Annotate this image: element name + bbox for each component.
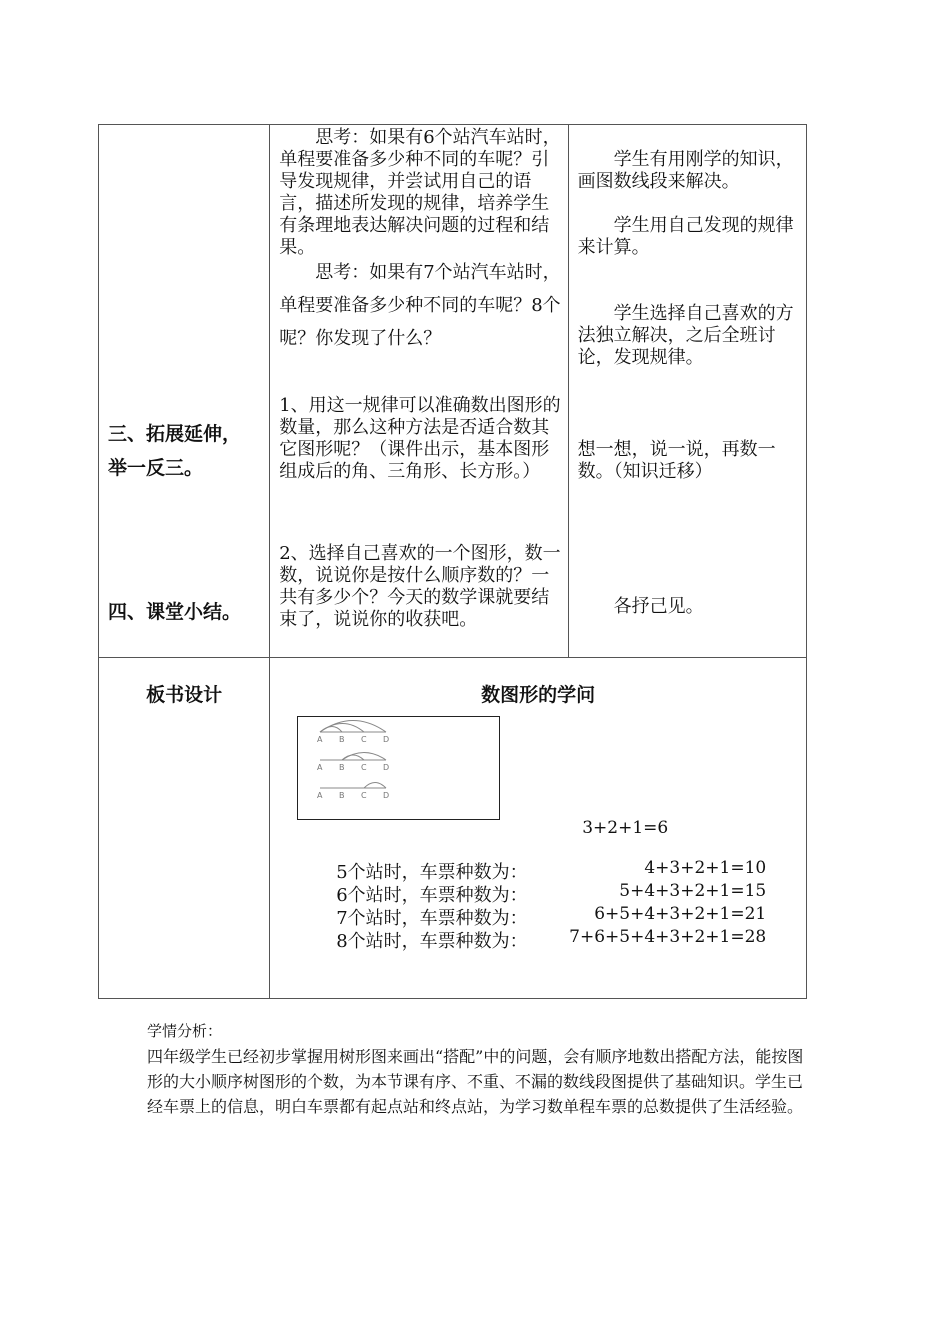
student-note-4: 想一想，说一说，再数一数。（知识迁移） [577,439,776,482]
row-label: 7个站时，车票种数为： [336,908,528,929]
learner-analysis-title: 学情分析： [147,1022,223,1040]
stage-label-summary: 四、课堂小结。 [108,601,242,623]
lesson-plan-table [98,124,807,999]
board-title: 数图形的学问 [481,684,596,706]
student-activity-cell [568,125,806,658]
point-label-c-1: C [361,735,367,744]
ticket-count-row-7 [336,904,766,927]
formula-four-stations: 3+2+1=6 [582,818,669,838]
row-label: 6个站时，车票种数为： [336,885,528,906]
student-note-5: 各抒己见。 [613,596,704,617]
row-formula: 5+4+3+2+1=15 [619,881,767,901]
point-label-d-1: D [383,735,390,744]
student-note-1: 学生有用刚学的知识，画图数线段来解决。 [577,149,794,192]
row-formula: 4+3+2+1=10 [644,858,767,878]
point-label-b-3: B [339,791,345,800]
board-content-cell [270,658,807,999]
think-question-seven-stations: 思考：如果有7个站汽车站时，单程要准备多少种不同的车呢？8个呢？你发现了什么？ [279,262,561,349]
student-note-2: 学生用自己发现的规律来计算。 [577,215,794,258]
point-label-a-1: A [317,735,323,744]
learner-analysis-body: 四年级学生已经初步掌握用树形图来画出“搭配”中的问题，会有顺序地数出搭配方法，能按图形的大小顺序树图形的个数，为本节课有序、不重、不漏的数线段图提供了基础知识。学生已经车票上的信息，明白车票都有起点站和终点站，为学习数单程车票的总数提供了生活经验。 [147,1047,804,1116]
teacher-activity-cell [270,125,568,658]
stage-label-extension: 三、拓展延伸，举一反三。 [108,423,242,479]
learner-analysis-section [147,1020,809,1119]
point-label-a-2: A [317,763,323,772]
ticket-count-row-6 [336,881,766,904]
point-label-c-2: C [361,763,367,772]
row-formula: 6+5+4+3+2+1=21 [594,904,767,924]
row-label: 5个站时，车票种数为： [336,862,528,883]
ticket-count-row-8 [336,927,766,950]
board-label-cell [99,658,270,999]
board-design-row [99,658,807,999]
point-label-a-3: A [317,791,323,800]
point-label-b-1: B [339,735,345,744]
stage-column-cell [99,125,270,658]
point-label-d-3: D [383,791,390,800]
point-label-c-3: C [361,791,367,800]
think-question-six-stations: 思考：如果有6个站汽车站时，单程要准备多少种不同的车呢？引导发现规律，并尝试用自己的语言，描述所发现的规律，培养学生有条理地表达解决问题的过程和结果。 [279,127,561,258]
point-label-d-2: D [383,763,390,772]
board-design-label: 板书设计 [146,684,223,706]
extension-exercise-2: 2、选择自己喜欢的一个图形，数一数，说说你是按什么顺序数的？一共有多少个？今天的数学课就要结束了，说说你的收获吧。 [279,543,561,630]
extension-exercise-1: 1、用这一规律可以准确数出图形的数量，那么这种方法是否适合数其它图形呢？（课件出示，基本图形组成后的角、三角形、长方形。） [279,395,561,482]
row-formula: 7+6+5+4+3+2+1=28 [569,927,767,947]
segment-arcs-figure [298,717,498,818]
segment-diagram [297,716,500,820]
ticket-count-row-5 [336,858,766,881]
process-row [99,125,807,658]
row-label: 8个站时，车票种数为： [336,931,528,952]
point-label-b-2: B [339,763,345,772]
ticket-count-list [336,858,766,950]
student-note-3: 学生选择自己喜欢的方法独立解决，之后全班讨论，发现规律。 [577,303,794,368]
